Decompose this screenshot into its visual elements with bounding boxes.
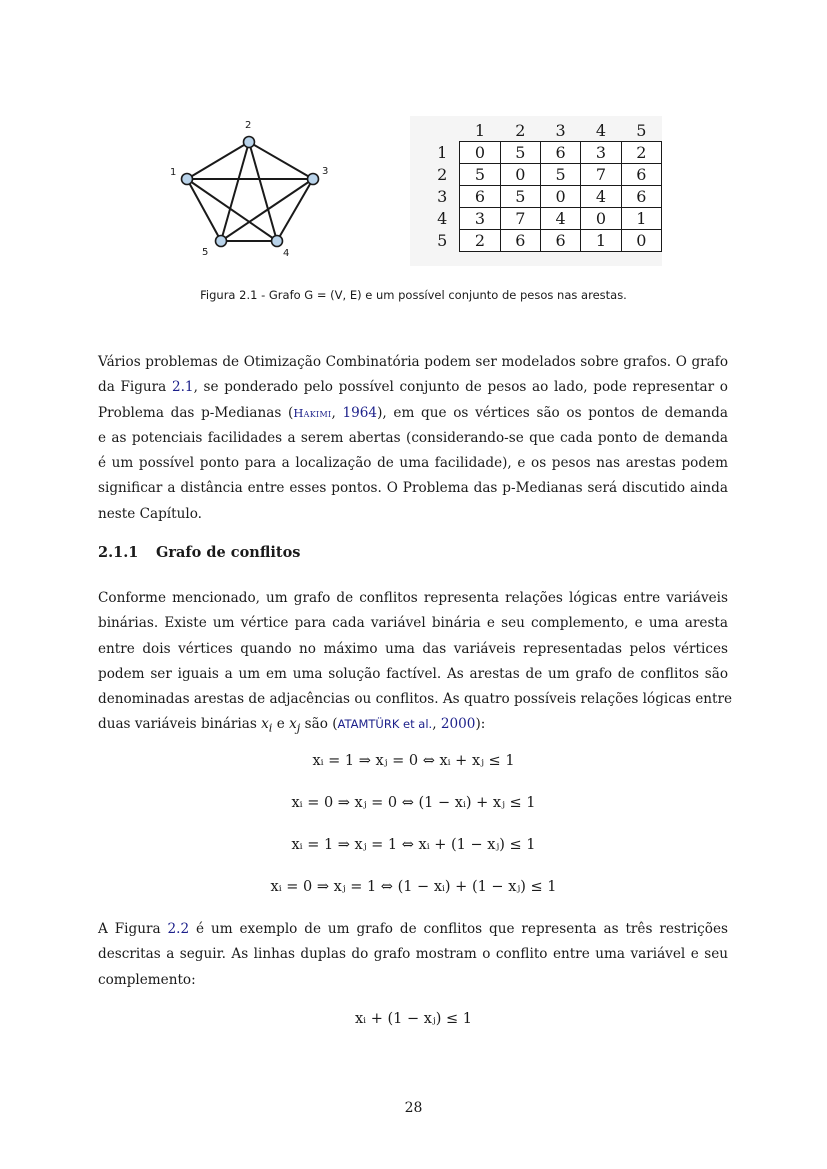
text-fragment: ,	[331, 404, 343, 421]
text-line	[98, 375, 728, 400]
table-cell: 6	[621, 186, 661, 208]
text-fragment: ):	[475, 716, 486, 733]
text-line: Conforme mencionado, um grafo de conflitos representa relações lógicas entre variáveis	[98, 590, 728, 606]
equation-4: xᵢ = 0 ⇒ xⱼ = 1 ⇔ (1 − xᵢ) + (1 − xⱼ) ≤ 1	[270, 879, 557, 895]
text-line: binárias. Existe um vértice para cada variável binária e seu complemento, e uma aresta	[98, 615, 728, 632]
text-line: neste Capítulo.	[98, 505, 202, 522]
table-cell: 6	[621, 164, 661, 186]
equation-1: xᵢ = 1 ⇒ xⱼ = 0 ⇔ xᵢ + xⱼ ≤ 1	[312, 753, 515, 769]
text-fragment: são (	[300, 716, 338, 733]
node-label-3: 3	[322, 166, 329, 177]
table-cell: 0	[621, 230, 661, 252]
col-header: 1	[474, 121, 486, 140]
text-line: é um possível ponto para a localização de uma facilidade), e os pesos nas arestas podem	[98, 455, 728, 472]
weights-table-header-row	[410, 120, 662, 142]
math-var: x	[289, 716, 297, 733]
row-header: 5	[437, 231, 448, 250]
text-line	[98, 917, 728, 942]
col-header: 3	[555, 121, 566, 140]
table-cell: 7	[500, 208, 540, 230]
text-line: entre dois vértices quando no máximo uma das variáveis representadas pelos vértices	[98, 640, 728, 657]
row-header: 4	[437, 209, 448, 228]
citation-author-link[interactable]: Hakimi	[293, 405, 332, 420]
citation-year-link[interactable]: 2000	[440, 716, 476, 733]
text-fragment: A Figura	[98, 921, 168, 937]
col-header: 2	[515, 121, 526, 140]
math-sub: j	[296, 721, 301, 736]
text-fragment: ,	[432, 716, 441, 733]
text-fragment: Problema das p-Medianas (	[98, 404, 294, 421]
table-cell: 3	[460, 208, 500, 230]
table-cell: 1	[621, 208, 661, 230]
row-header: 2	[437, 165, 448, 184]
text-fragment: e	[272, 716, 290, 733]
table-cell: 3	[581, 142, 621, 164]
graph-node-3	[308, 174, 319, 185]
table-cell: 6	[540, 142, 580, 164]
table-cell: 5	[540, 164, 580, 186]
paragraph-figure-2-2	[98, 917, 728, 993]
math-var: x	[261, 716, 269, 733]
table-row	[410, 208, 662, 230]
table-row	[410, 164, 662, 186]
row-header: 1	[437, 143, 448, 162]
col-header: 5	[636, 121, 647, 140]
section-number: 2.1.1	[98, 544, 139, 561]
weights-table	[410, 120, 662, 252]
table-row	[410, 142, 662, 164]
citation-year-link[interactable]: 1964	[342, 404, 378, 421]
figure-ref-link[interactable]: 2.1	[171, 379, 194, 396]
graph-edges	[187, 142, 313, 241]
table-cell: 2	[621, 142, 661, 164]
table-row	[410, 230, 662, 252]
table-corner	[410, 120, 460, 142]
equation-3: xᵢ = 1 ⇒ xⱼ = 1 ⇔ xᵢ + (1 − xⱼ) ≤ 1	[291, 837, 536, 853]
graph-figure	[165, 112, 340, 264]
node-label-5: 5	[202, 247, 209, 258]
text-line: Vários problemas de Otimização Combinatória podem ser modelados sobre grafos. O grafo	[98, 354, 728, 370]
figure-ref-link[interactable]: 2.2	[167, 921, 190, 937]
paragraph-conflict-graph	[98, 586, 733, 738]
text-line: complemento:	[98, 971, 196, 988]
table-cell: 0	[500, 164, 540, 186]
text-fragment: duas variáveis binárias	[98, 716, 262, 733]
text-line	[98, 401, 728, 426]
table-cell: 2	[460, 230, 500, 252]
table-cell: 4	[581, 186, 621, 208]
text-line: podem ser iguais a um em uma solução factível. As arestas de um grafo de conflitos são	[98, 665, 728, 682]
equation-final: xᵢ + (1 − xⱼ) ≤ 1	[355, 1011, 472, 1027]
node-label-2: 2	[245, 120, 252, 131]
paragraph-intro	[98, 350, 728, 527]
text-fragment: da Figura	[98, 379, 172, 396]
table-cell: 0	[581, 208, 621, 230]
row-header: 3	[437, 187, 448, 206]
section-heading	[98, 544, 300, 561]
graph-node-4	[272, 236, 283, 247]
text-line: e as potenciais facilidades a serem abertas (considerando-se que cada ponto de demanda	[98, 429, 728, 446]
graph-node-5	[216, 236, 227, 247]
weights-table-panel	[410, 116, 662, 266]
page-number: 28	[404, 1100, 423, 1116]
node-label-4: 4	[283, 248, 290, 259]
math-sub: i	[268, 721, 273, 736]
table-cell: 5	[500, 142, 540, 164]
citation-author-link[interactable]: ATAMTÜRK et al.	[337, 717, 433, 732]
table-cell: 4	[540, 208, 580, 230]
table-cell: 6	[460, 186, 500, 208]
graph-node-1	[182, 174, 193, 185]
text-line: significar a distância entre esses pontos. O Problema das p-Medianas será discutido ainda	[98, 480, 728, 497]
text-fragment: é um exemplo de um grafo de conflitos que representa as três restrições	[189, 921, 728, 937]
table-cell: 6	[540, 230, 580, 252]
figure-caption: Figura 2.1 - Grafo G = (V, E) e um possível conjunto de pesos nas arestas.	[200, 288, 627, 302]
text-fragment: , se ponderado pelo possível conjunto de pesos ao lado, pode representar o	[193, 379, 728, 396]
node-label-1: 1	[170, 167, 177, 178]
text-fragment: ), em que os vértices são os pontos de demanda	[377, 404, 728, 421]
table-cell: 5	[500, 186, 540, 208]
table-cell: 5	[460, 164, 500, 186]
col-header: 4	[595, 121, 607, 140]
graph-node-2	[244, 137, 255, 148]
table-cell: 0	[460, 142, 500, 164]
table-cell: 1	[581, 230, 621, 252]
table-cell: 0	[540, 186, 580, 208]
table-row	[410, 186, 662, 208]
text-line: descritas a seguir. As linhas duplas do grafo mostram o conflito entre uma variável e seu	[98, 946, 728, 963]
equation-2: xᵢ = 0 ⇒ xⱼ = 0 ⇔ (1 − xᵢ) + xⱼ ≤ 1	[291, 795, 536, 811]
table-cell: 6	[500, 230, 540, 252]
section-title: Grafo de conflitos	[156, 544, 301, 561]
text-line	[98, 712, 728, 737]
table-cell: 7	[581, 164, 621, 186]
text-line: denominadas arestas de adjacências ou conflitos. As quatro possíveis relações lógicas entre	[98, 691, 733, 708]
